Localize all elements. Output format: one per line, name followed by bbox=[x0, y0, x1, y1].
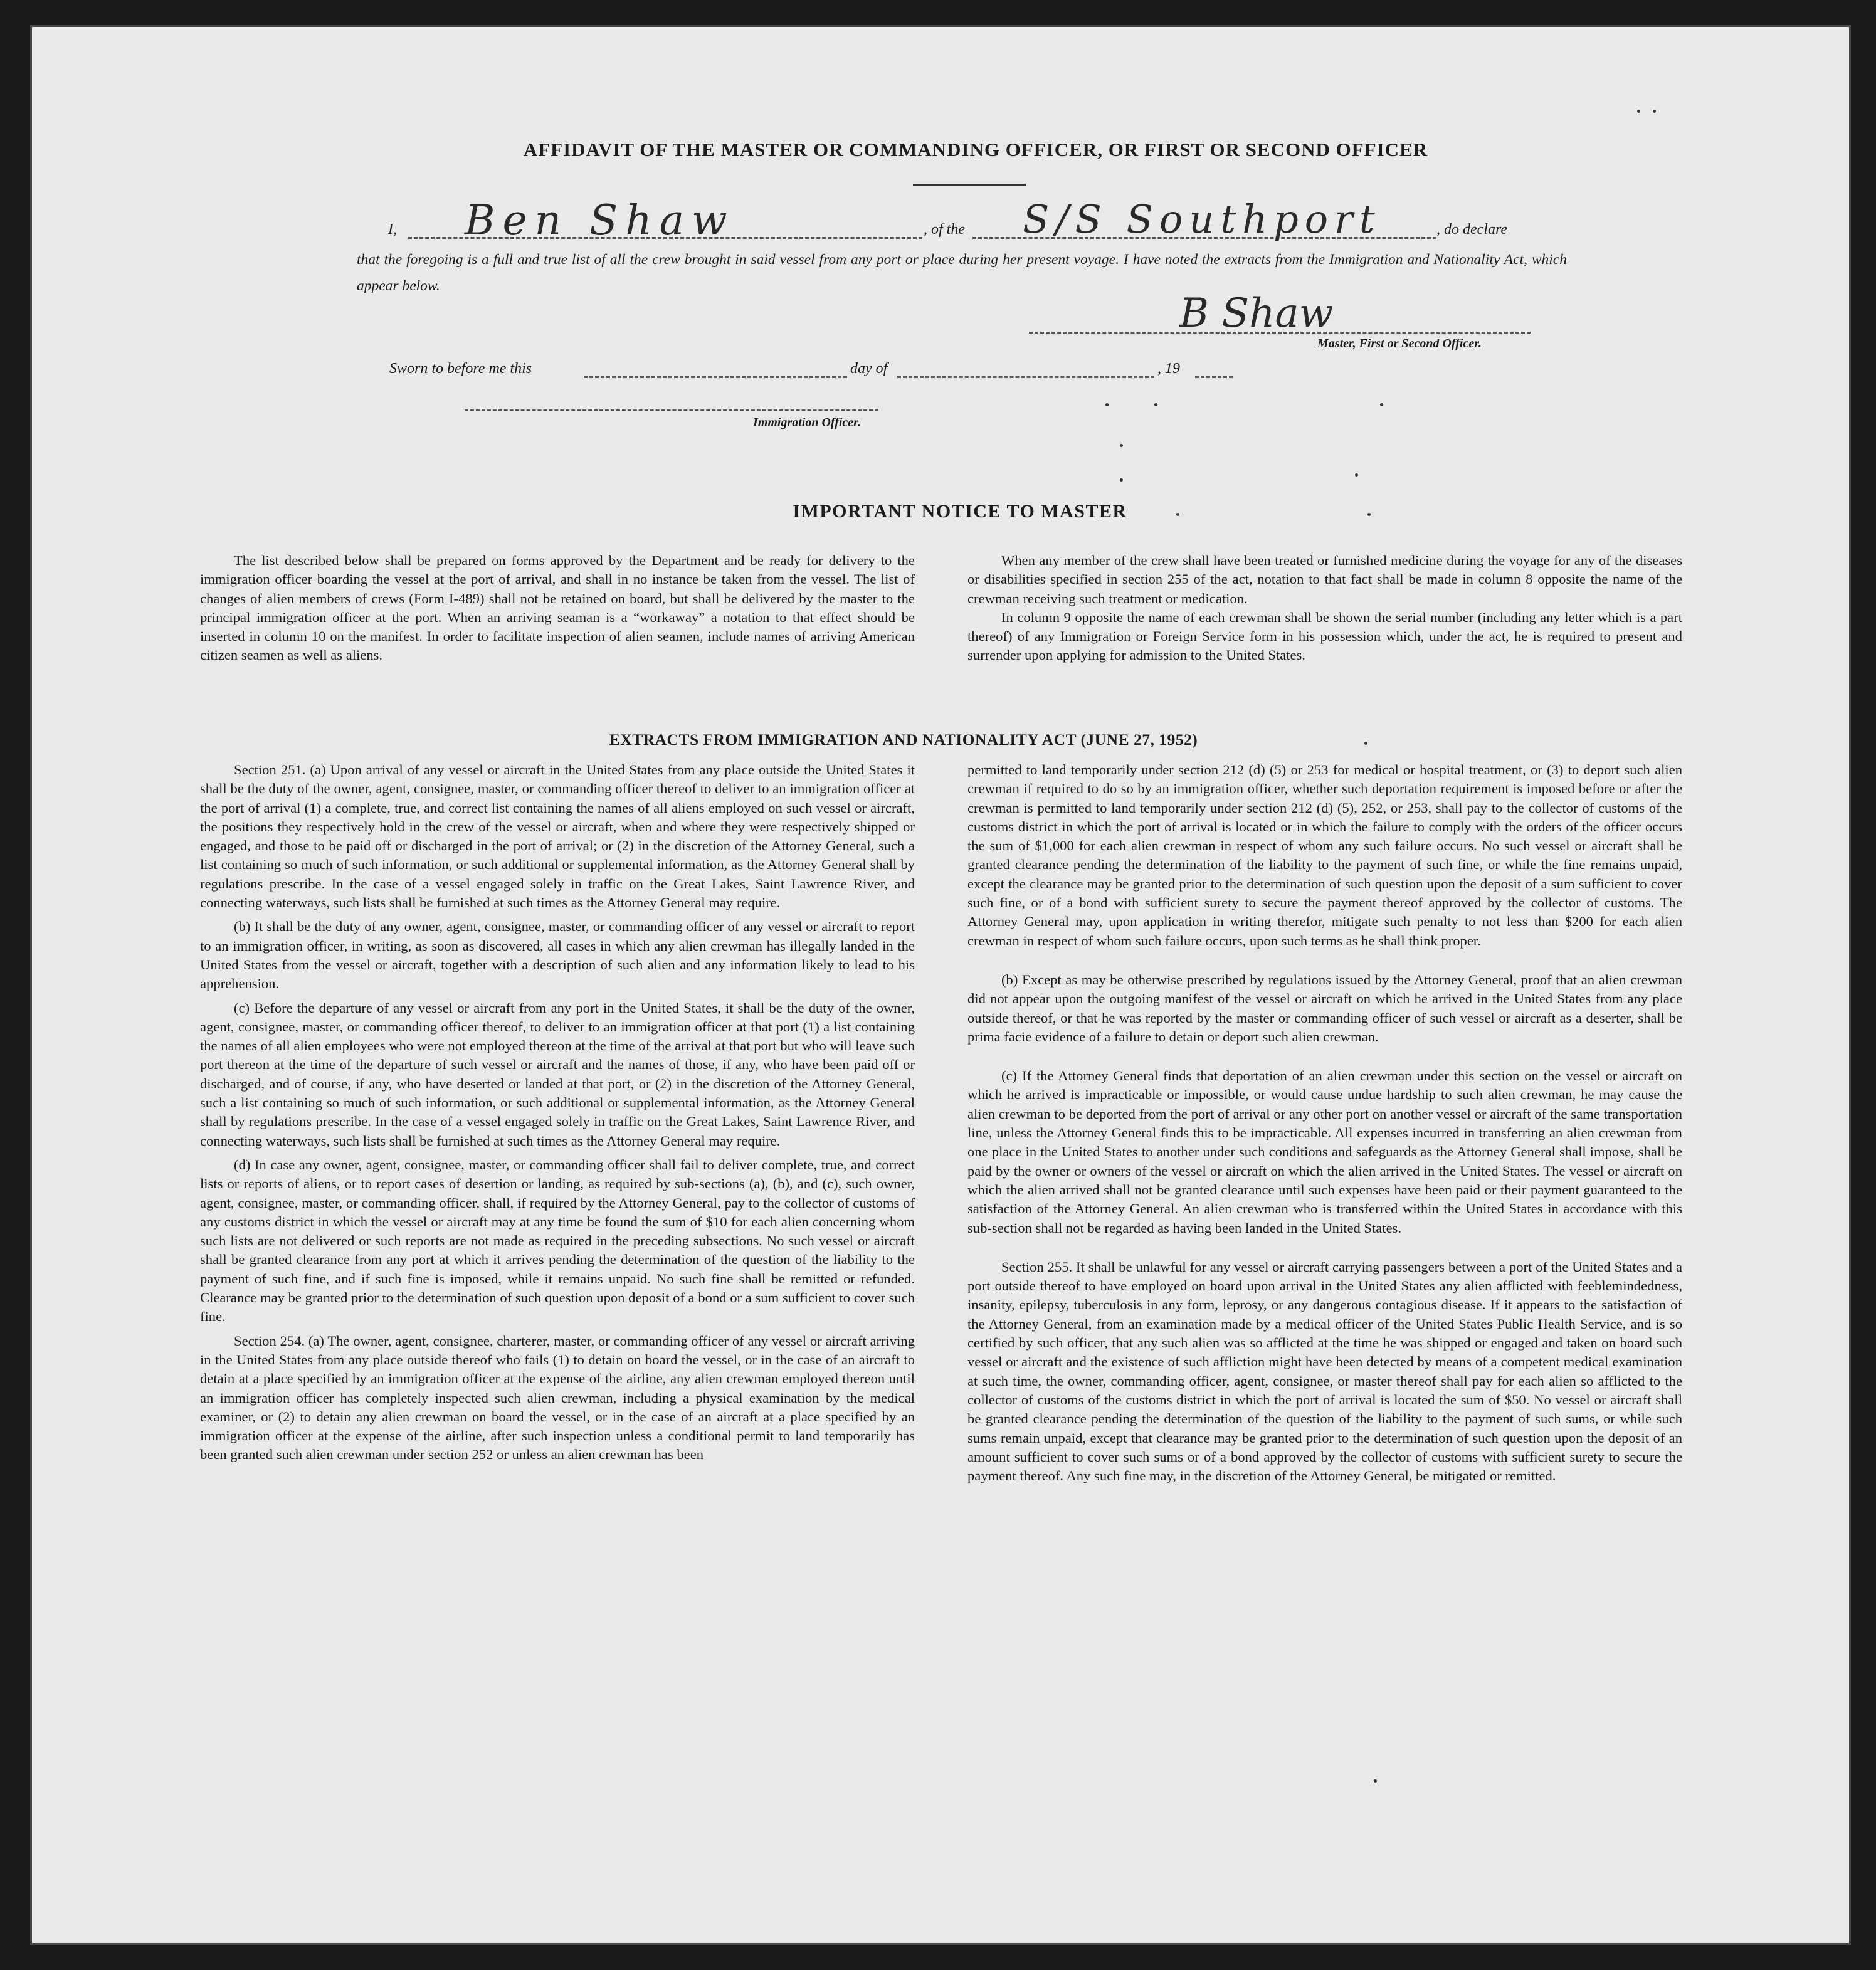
notice-right-paragraph-1: When any member of the crew shall have been treated or furnished medicine during the voyage for any of the diseases or disabilities specified in section 255 of the act, notation to that fact shall be made in column 8 opposite the name of the crewman receiving such treatment or medication. bbox=[967, 552, 1682, 606]
master-name-handwritten: Ben Shaw bbox=[465, 196, 735, 245]
notice-right-paragraph-2: In column 9 opposite the name of each crewman shall be shown the serial number (including any letter which is a part thereof) of any Immigration or Foreign Service form in his possession which, under the act, he is required to present and surrender upon applying for admission to the United States. bbox=[967, 609, 1682, 663]
signature-caption: Master, First or Second Officer. bbox=[1317, 337, 1482, 350]
section-254-a-continued: permitted to land temporarily under section 212 (d) (5) or 253 for medical or hospital treatment, or (3) to deport such alien crewman if required to do so by an immigration officer, whether such deportation requirement is imposed before or after the crewman is permitted to land temporarily under section 212 (d) (5), 252, or 253, shall pay to the collector of customs of the customs district in which the port of arrival is located or in which the failure to comply with the orders of the officer occurs the sum of $1,000 for each alien crewman in respect of whom any such failure occurs. No such vessel or aircraft shall be granted clearance pending the determination of the liability to the payment of such fine, or while the fine remains unpaid, except the clearance may be granted prior to the determination of such question upon the deposit of a sum sufficient to cover such fine, or of a bond with sufficient surety to secure the payment thereof approved by the collector of customs. The Attorney General may, upon application in writing therefor, mitigate such penalty to not less than $200 for each alien crewman in respect of whom such failure occurs, upon such terms as he shall think proper. bbox=[967, 762, 1682, 949]
of-the-label: , of the bbox=[924, 221, 965, 238]
extracts-left-column bbox=[200, 761, 915, 1470]
section-255: Section 255. It shall be unlawful for any vessel or aircraft carrying passengers between a port of the United States and a port outside thereof to have employed on board upon arrival in the United States any alien afflicted with feeblemindedness, insanity, epilepsy, tuberculosis in any form, leprosy, or any dangerous contagious disease. If it appears to the satisfaction of the Attorney General, from an examination made by a medical officer of the United States Public Health Service, and is so certified by such officer, that any such alien was so afflicted at the time he was shipped or engaged and taken on board such vessel or aircraft and the existence of such affliction might have been detected by means of a competent medical examination at such time, the owner, commanding officer, agent, consignee, or master thereof shall pay for each alien so afflicted to the collector of customs of the customs district in which the port of arrival is located the sum of $50. No vessel or aircraft shall be granted clearance pending the determination of the question of the liability to the payment of such sums, or while such sums remain unpaid, except that clearance may be granted prior to the determination of such question upon the deposit of an amount sufficient to cover such sums or of a bond approved by the collector of customs with sufficient surety to secure the payment thereof. Any such fine may, in the discretion of the Attorney General, be mitigated or remitted. bbox=[967, 1258, 1682, 1484]
sworn-month-blank bbox=[897, 376, 1154, 378]
sworn-label: Sworn to before me this bbox=[389, 361, 532, 377]
officer-caption: Immigration Officer. bbox=[753, 416, 861, 429]
signature-blank bbox=[1029, 332, 1531, 334]
affidavit-statement: that the foregoing is a full and true list of all the crew brought in said vessel from any port or place during her present voyage. I have noted the extracts from the Immigration and Nationality Act, which appear below. bbox=[357, 251, 1567, 294]
officer-signature-handwritten: B Shaw bbox=[1179, 290, 1334, 337]
day-of-label: day of bbox=[850, 361, 888, 377]
scan-speck bbox=[1355, 473, 1358, 477]
year-label: , 19 bbox=[1157, 361, 1180, 377]
sworn-year-blank bbox=[1195, 376, 1233, 378]
section-254-c: (c) If the Attorney General finds that deportation of an alien crewman under this section on the vessel or aircraft on which he arrived is impracticable or impossible, or would cause undue hardship to such alien crewman, he may cause the alien crewman to be deported from the port of arrival or any other port on another vessel or aircraft of the same transportation line, unless the Attorney General finds this to be impracticable. All expenses incurred in transferring an alien crewman from one place in the United States to another under such conditions and safeguards as the Attorney General shall impose, shall be paid by the owner or owners of the vessel or aircraft on which the alien arrived in the United States. The vessel or aircraft on which the alien arrived shall not be granted clearance until such expenses have been paid or their payment guaranteed to the satisfaction of the Attorney General. An alien crewman who is transferred within the United States in accordance with this sub-section shall not be regarded as having been landed in the United States. bbox=[967, 1068, 1682, 1236]
notice-left-paragraph: The list described below shall be prepared on forms approved by the Department and be ready for delivery to the immigration officer boarding the vessel at the port of arrival, and shall in no instance be taken from the vessel. The list of changes of alien members of crews (Form I-489) shall not be retained on board, but shall be delivered by the master to the principal immigration officer at the port. When an arriving seaman is a “workaway” a notation to that effect should be inserted in column 10 on the manifest. In order to facilitate inspection of alien seamen, include names of arriving American citizen seamen as well as aliens. bbox=[200, 552, 915, 663]
scan-speck bbox=[1380, 403, 1383, 406]
scan-speck bbox=[1120, 444, 1123, 447]
scan-speck bbox=[1364, 742, 1367, 745]
do-declare-label: , do declare bbox=[1436, 221, 1508, 238]
section-251-d: (d) In case any owner, agent, consignee, master, or commanding officer shall fail to deliver complete, true, and correct lists or reports of aliens, or to report cases of desertion or landing, as required by sub-sections (a), (b), and (c), such owner, agent, consignee, master, or commanding officer, shall, if required by the Attorney General, pay to the collector of customs of any customs district in which the vessel or aircraft may at any time be found the sum of $10 for each alien concerning whom such lists are not delivered or such reports are not made as required in the preceding subsections. No such vessel or aircraft shall be granted clearance from any port at which it arrives pending the determination of the question of the liability to the payment of such fine, and if such fine is imposed, while it remains unpaid. No such fine shall be remitted or refunded. Clearance may be granted prior to the determination of such question upon deposit of a bond or a sum sufficient to cover such fine. bbox=[200, 1156, 915, 1325]
sworn-day-blank bbox=[584, 376, 847, 378]
title-rule bbox=[913, 184, 1026, 186]
section-251-a: Section 251. (a) Upon arrival of any vessel or aircraft in the United States from any place outside the United States it shall be the duty of the owner, agent, consignee, master, or commanding officer thereof to deliver to an immigration officer at the port of arrival (1) a complete, true, and correct list containing the names of all aliens employed on such vessel or aircraft, the positions they respectively hold in the crew of the vessel or aircraft, when and where they were respectively shipped or engaged, and those to be paid off or discharged in the port of arrival; or (2) in the discretion of the Attorney General, such a list containing so much of such information, or such additional or supplemental information, as the Attorney General shall by regulations prescribe. In the case of a vessel engaged solely in traffic on the Great Lakes, Saint Lawrence River, and connecting waterways, such lists shall be furnished at such times as the Attorney General may require. bbox=[200, 762, 915, 911]
i-label: I, bbox=[388, 221, 397, 238]
scan-speck bbox=[1120, 478, 1123, 482]
scan-speck bbox=[1105, 403, 1109, 406]
affidavit-title: AFFIDAVIT OF THE MASTER OR COMMANDING OFFICER, OR FIRST OR SECOND OFFICER bbox=[523, 139, 1428, 161]
section-251-b: (b) It shall be the duty of any owner, agent, consignee, master, or commanding officer of any vessel or aircraft to report to an immigration officer, in writing, as soon as discovered, all cases in which any alien crewman has illegally landed in the United States from the vessel or aircraft, together with a description of such alien and any information likely to lead to his apprehension. bbox=[200, 919, 915, 992]
scan-speck bbox=[1367, 513, 1371, 516]
scan-speck bbox=[1374, 1779, 1377, 1783]
notice-right-column bbox=[967, 551, 1682, 665]
scan-speck bbox=[1653, 110, 1656, 113]
scan-speck bbox=[1637, 110, 1640, 113]
vessel-name-handwritten: S/S Southport bbox=[1023, 196, 1381, 242]
extracts-title: EXTRACTS FROM IMMIGRATION AND NATIONALITY ACT (JUNE 27, 1952) bbox=[609, 730, 1198, 749]
section-251-c: (c) Before the departure of any vessel or aircraft from any port in the United States, it shall be the duty of the owner, agent, consignee, master, or commanding officer thereof, to deliver to an immigration officer at that port (1) a list containing the names of all alien employees who were not employed thereon at the time of the arrival at that port but who will leave such port thereon at the time of the departure of such vessel or aircraft and the names of those, if any, who have been paid off or discharged, and of course, if any, who have deserted or landed at that port, or (2) in the discretion of the Attorney General, such a list containing so much of such information, or such additional or supplemental information, as the Attorney General shall by regulations prescribe. In the case of a vessel engaged solely in traffic on the Great Lakes, Saint Lawrence River, and connecting waterways, such lists shall be furnished at such times as the Attorney General may require. bbox=[200, 999, 915, 1149]
notice-left-column bbox=[200, 551, 915, 665]
document-page bbox=[30, 25, 1851, 1945]
section-254-b: (b) Except as may be otherwise prescribed by regulations issued by the Attorney General, proof that an alien crewman did not appear upon the outgoing manifest of the vessel or aircraft on which he arrived in the United States from any place outside thereof, or that he was reported by the master or commanding officer of such vessel or aircraft as a deserter, shall be prima facie evidence of a failure to detain or deport such alien crewman. bbox=[967, 971, 1682, 1045]
extracts-right-column bbox=[967, 761, 1682, 1490]
notice-title: IMPORTANT NOTICE TO MASTER bbox=[793, 501, 1127, 522]
section-254-a: Section 254. (a) The owner, agent, consignee, charterer, master, or commanding officer of any vessel or aircraft arriving in the United States from any place outside thereof who fails (1) to detain on board the vessel, or in the case of an aircraft to detain at a place specified by an immigration officer at the expense of the airline, any alien crewman employed thereon until an immigration officer has completely inspected such alien crewman, including a physical examination by the medical examiner, or (2) to detain any alien crewman on board the vessel, or in the case of an aircraft at a place specified by an immigration officer at the expense of the airline, after such inspection unless a conditional permit to land temporarily has been granted such alien crewman under section 252 or unless an alien crewman has been bbox=[200, 1332, 915, 1463]
officer-blank bbox=[465, 409, 878, 411]
scan-speck bbox=[1154, 403, 1157, 406]
scan-speck bbox=[1176, 513, 1179, 516]
